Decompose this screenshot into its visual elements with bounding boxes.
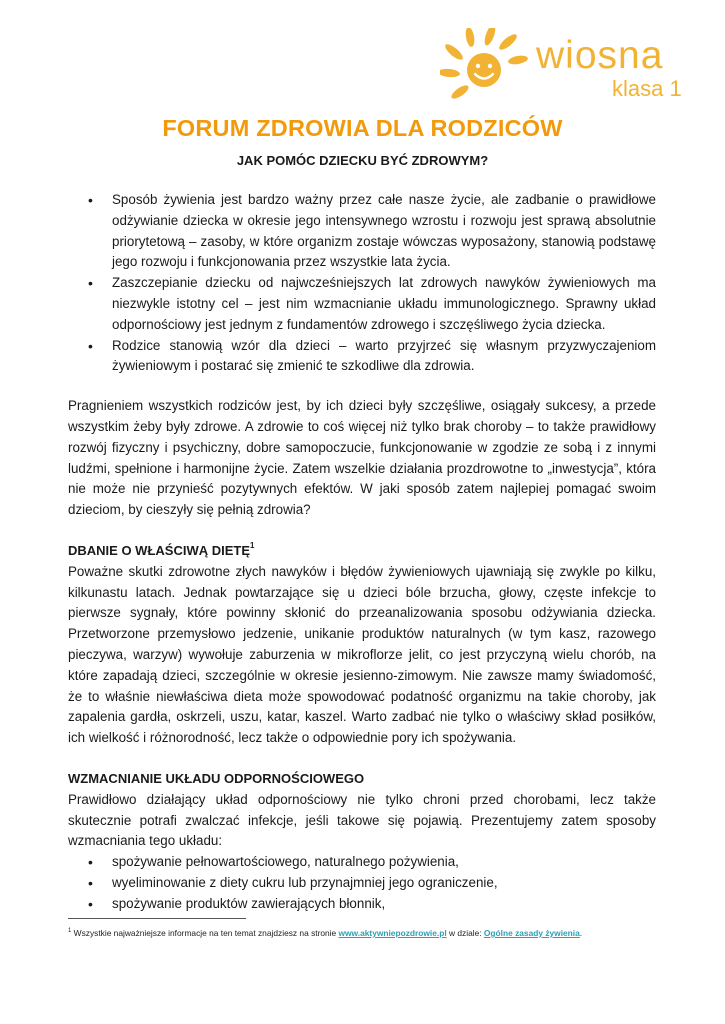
logo-wordmark: wiosna <box>536 34 664 77</box>
bullet-item: • spożywanie produktów zawierających błonnik, <box>68 894 656 915</box>
document-body <box>68 190 656 915</box>
section-heading-diet <box>68 541 656 562</box>
intro-bullet-list <box>68 190 656 377</box>
intro-paragraph: Pragnieniem wszystkich rodziców jest, by ich dzieci były szczęśliwe, osiągały sukcesy, a przede wszystkim żeby były zdrowe. A zdrowie to coś więcej niż tylko brak choroby – to także prawidłowy rozwój fizyczny i psychiczny, dobre samopoczucie, funkcjonowanie w zgodzie ze sobą i z innymi ludźmi, spełnione i harmonijne życie. Zatem wszelkie działania prozdrowotne to „inwestycja”, która nie może nie przynieść pozytywnych efektów. W jaki sposób zatem najlepiej pomagać swoim dzieciom, by cieszyły się pełnią zdrowia? <box>68 398 656 518</box>
footnote-link-section[interactable]: Ogólne zasady żywienia <box>483 927 580 938</box>
footnote-text: Wszystkie najważniejsze informacje na ten temat znajdziesz na stronie <box>71 927 339 938</box>
smiling-sun-icon <box>440 28 540 108</box>
bullet-item: • Sposób żywienia jest bardzo ważny przez całe nasze życie, ale zadbanie o prawidłowe odżywianie dziecka w okresie jego intensywnego wzrostu i rozwoju jest sprawą absolutnie priorytetową – zasoby, w które organizm zostaje wówczas wyposażony, stanowią podstawę jego rozwoju i funkcjonowania przez wszystkie lata życia. <box>68 190 656 273</box>
page-title: FORUM ZDROWIA DLA RODZICÓW <box>162 115 563 141</box>
bullet-item: • Rodzice stanowią wzór dla dzieci – warto przyjrzeć się własnym przyzwyczajeniom żywieniowym i postarać się zmienić te szkodliwe dla zdrowia. <box>68 336 656 378</box>
bullet-item: • Zaszczepianie dziecku od najwcześniejszych lat zdrowych nawyków żywieniowych ma niezwykle istotny cel – jest nim wzmacnianie układu immunologicznego. Sprawny układ odpornościowy jest jednym z fundamentów zdrowego i szczęśliwego życia dziecka. <box>68 273 656 335</box>
section-heading-immunity: WZMACNIANIE UKŁADU ODPORNOŚCIOWEGO <box>68 770 365 786</box>
section-heading-diet-text: DBANIE O WŁAŚCIWĄ DIETĘ <box>68 542 250 558</box>
footnote-text: w dziale: <box>446 927 484 938</box>
page-subtitle: JAK POMÓC DZIECKU BYĆ ZDROWYM? <box>236 153 489 168</box>
logo <box>440 28 690 108</box>
bullet-item: • wyeliminowanie z diety cukru lub przynajmniej jego ograniczenie, <box>68 873 656 894</box>
footnote-reference[interactable]: 1 <box>250 540 255 550</box>
footnote-link-website[interactable]: www.aktywniepozdrowie.pl <box>338 927 447 938</box>
logo-subtitle: klasa 1 <box>612 76 682 101</box>
bullet-item: • spożywanie pełnowartościowego, naturalnego pożywienia, <box>68 852 656 873</box>
footnote-text: . <box>579 927 583 938</box>
footnote-divider <box>68 918 246 919</box>
section-diet-paragraph: Poważne skutki zdrowotne złych nawyków i błędów żywieniowych ujawniają się zwykle po kilku, kilkunastu latach. Jednak powtarzające się u dzieci bóle brzucha, głowy, częste infekcje to pierwsze sygnały, które powinny skłonić do przeanalizowania sposobu odżywiania dziecka. Przetworzone przemysłowo jedzenie, unikanie produktów naturalnych (w tym kasz, razowego pieczywa, warzyw) wywołuje zaburzenia w mikroflorze jelit, co jest przyczyną wielu chorób, na które zapadają dzieci, szczególnie w okresie jesienno-zimowym. Nie zawsze mamy świadomość, że to właśnie niewłaściwa dieta może spowodować podatność organizmu na takie choroby, jak zapalenia gardła, oskrzeli, uszu, katar, kaszel. Warto zadbać nie tylko o właściwy skład posiłków, ich wielkość i różnorodność, lecz także o odpowiednie pory ich spożywania. <box>68 563 656 746</box>
immunity-bullet-list <box>68 852 656 914</box>
footnote-number: 1 <box>68 928 72 934</box>
section-immunity-paragraph: Prawidłowo działający układ odpornościowy nie tylko chroni przed chorobami, lecz także skutecznie potrafi zwalczać infekcje, jeśli takowe się pojawią. Prezentujemy zatem sposoby wzmacniania tego układu: <box>68 791 656 849</box>
footnote <box>68 925 668 939</box>
